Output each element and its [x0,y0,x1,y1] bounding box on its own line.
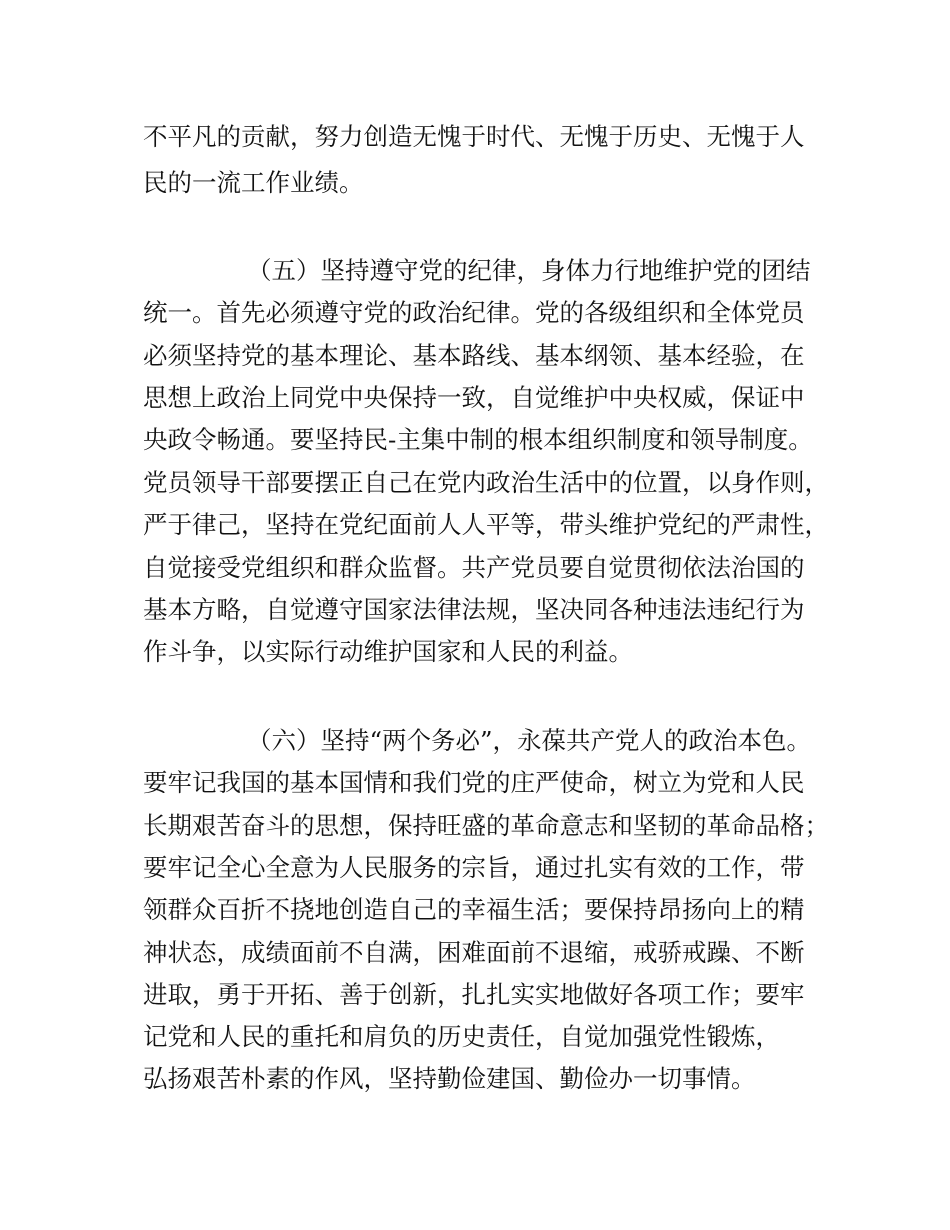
paragraph-1-line-1: 不平凡的贡献，努力创造无愧于时代、无愧于历史、无愧于人 [143,122,805,151]
paragraph-2-line-5: 央政令畅通。要坚持民-主集中制的根本组织制度和领导制度。 [143,425,813,454]
paragraph-3-line-3: 长期艰苦奋斗的思想，保持旺盛的革命意志和坚韧的革命品格； [143,811,829,840]
paragraph-3-line-6: 神状态，成绩面前不自满，困难面前不退缩，戒骄戒躁、不断 [143,938,805,967]
paragraph-2-line-10: 作斗争，以实际行动维护国家和人民的利益。 [143,637,633,666]
paragraph-2-line-6: 党员领导干部要摆正自己在党内政治生活中的位置，以身作则， [143,468,829,497]
paragraph-1-line-2: 民的一流工作业绩。 [143,168,364,197]
paragraph-2-line-9: 基本方略，自觉遵守国家法律法规，坚决同各种违法违纪行为 [143,595,805,624]
paragraph-3-line-1: （六）坚持“两个务必”，永葆共产党人的政治本色。 [247,726,812,755]
paragraph-3-line-2: 要牢记我国的基本国情和我们党的庄严使命，树立为党和人民 [143,768,805,797]
paragraph-2-line-2: 统一。首先必须遵守党的政治纪律。党的各级组织和全体党员 [143,298,805,327]
paragraph-3-line-9: 弘扬艰苦朴素的作风，坚持勤俭建国、勤俭办一切事情。 [143,1064,756,1093]
paragraph-2-line-7: 严于律己，坚持在党纪面前人人平等，带头维护党纪的严肃性， [143,510,829,539]
paragraph-3-line-5: 领群众百折不挠地创造自己的幸福生活；要保持昂扬向上的精 [143,895,805,924]
paragraph-2-line-8: 自觉接受党组织和群众监督。共产党员要自觉贯彻依法治国的 [143,553,805,582]
paragraph-3-line-7: 进取，勇于开拓、善于创新，扎扎实实地做好各项工作；要牢 [143,980,805,1009]
paragraph-3-line-8: 记党和人民的重托和肩负的历史责任，自觉加强党性锻炼， [143,1022,780,1051]
paragraph-2-line-1: （五）坚持遵守党的纪律，身体力行地维护党的团结 [247,256,811,285]
paragraph-2-line-4: 思想上政治上同党中央保持一致，自觉维护中央权威，保证中 [143,383,805,412]
paragraph-3-line-4: 要牢记全心全意为人民服务的宗旨，通过扎实有效的工作，带 [143,853,805,882]
paragraph-2-line-3: 必须坚持党的基本理论、基本路线、基本纲领、基本经验，在 [143,341,805,370]
